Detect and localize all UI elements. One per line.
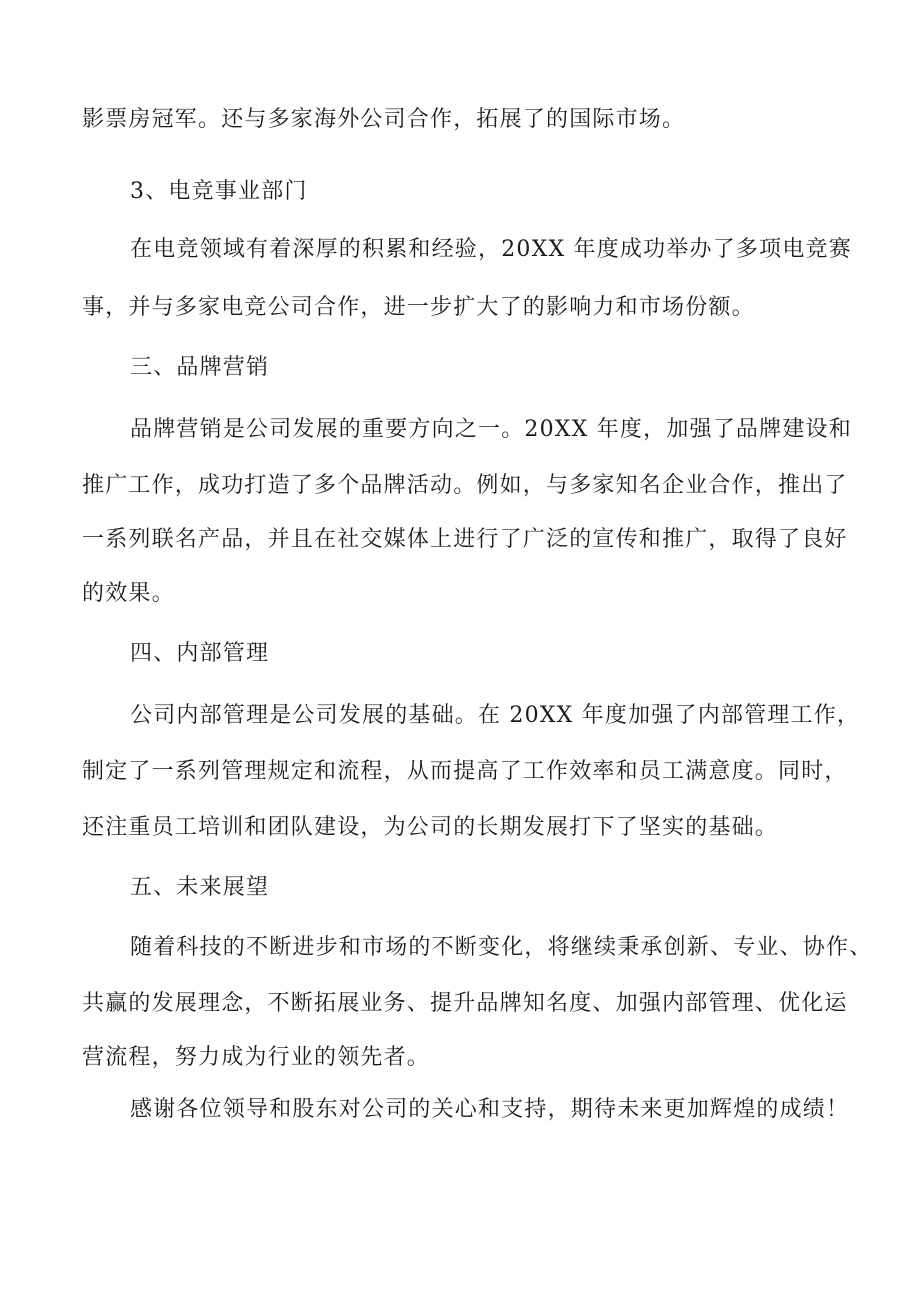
paragraph-line: 影票房冠军。还与多家海外公司合作，拓展了的国际市场。 — [82, 107, 686, 132]
closing-line: 感谢各位领导和股东对公司的关心和支持，期待未来更加辉煌的成绩！ — [130, 1097, 850, 1122]
paragraph-line: 公司内部管理是公司发展的基础。在 20XX 年度加强了内部管理工作， — [130, 703, 861, 728]
section-heading: 三、品牌营销 — [130, 355, 270, 380]
paragraph-line: 营流程，努力成为行业的领先者。 — [82, 1045, 431, 1070]
paragraph-line: 在电竞领域有着深厚的积累和经验，20XX 年度成功举办了多项电竞赛 — [130, 237, 852, 262]
section-heading: 四、内部管理 — [130, 641, 270, 666]
paragraph-line: 随着科技的不断进步和市场的不断变化，将继续秉承创新、专业、协作、 — [130, 935, 873, 960]
paragraph-line: 品牌营销是公司发展的重要方向之一。20XX 年度，加强了品牌建设和 — [130, 417, 852, 442]
paragraph-line: 事，并与多家电竞公司合作，进一步扩大了的影响力和市场份额。 — [82, 295, 755, 320]
section-heading: 五、未来展望 — [130, 875, 270, 900]
paragraph-line: 还注重员工培训和团队建设，为公司的长期发展打下了坚实的基础。 — [82, 815, 779, 840]
paragraph-line: 推广工作，成功打造了多个品牌活动。例如，与多家知名企业合作，推出了 — [82, 473, 848, 498]
paragraph-line: 共赢的发展理念，不断拓展业务、提升品牌知名度、加强内部管理、优化运 — [82, 991, 848, 1016]
section-heading: 3、电竞事业部门 — [130, 179, 308, 204]
paragraph-line: 制定了一系列管理规定和流程，从而提高了工作效率和员工满意度。同时， — [82, 759, 848, 784]
paragraph-line: 一系列联名产品，并且在社交媒体上进行了广泛的宣传和推广，取得了良好 — [82, 527, 848, 552]
paragraph-line: 的效果。 — [82, 581, 175, 606]
